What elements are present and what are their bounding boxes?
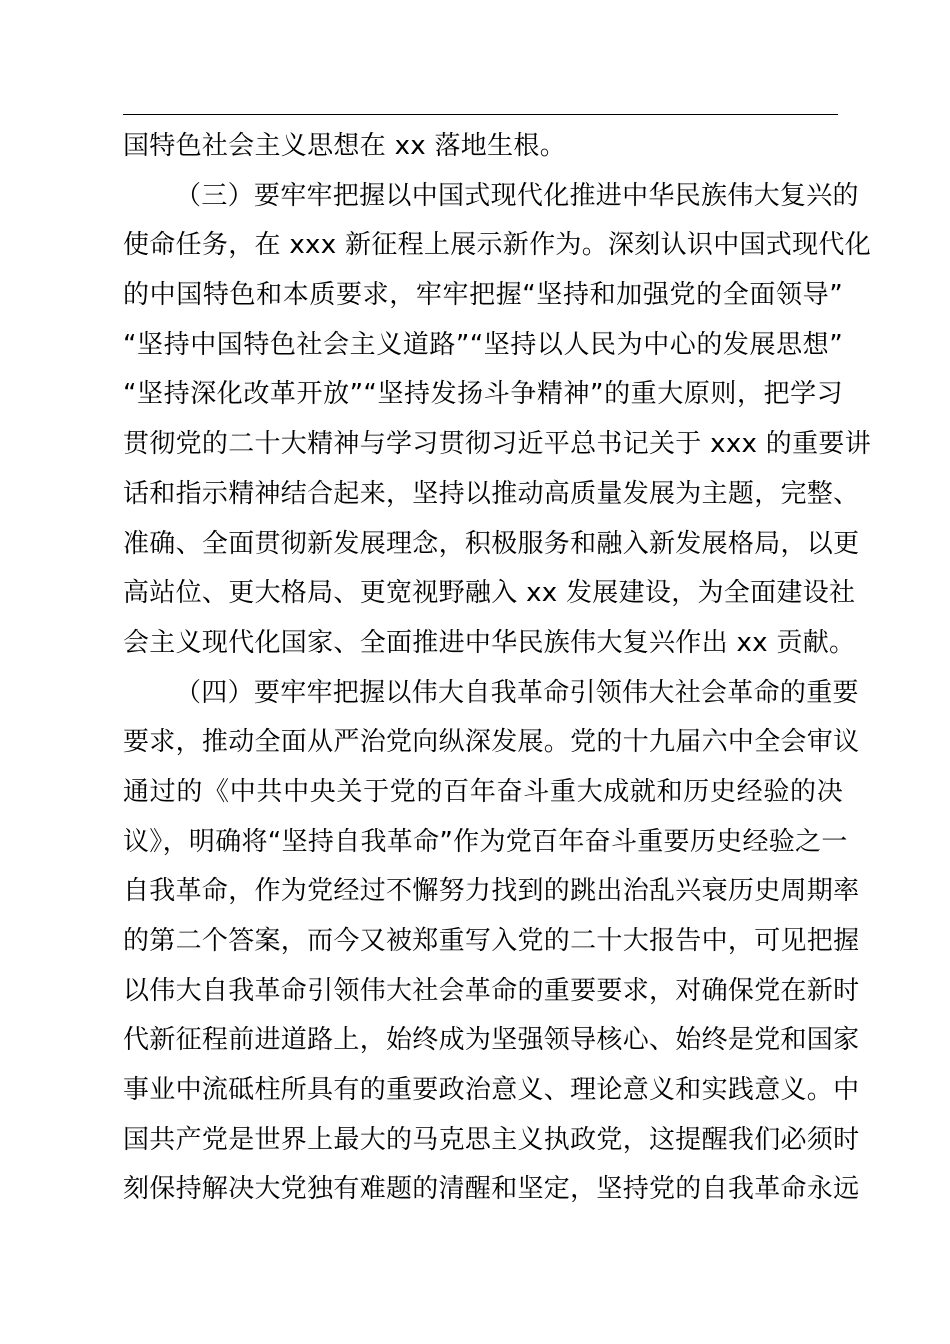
text-line: （四）要牢牢把握以伟大自我革命引领伟大社会革命的重要 bbox=[175, 677, 859, 708]
text-line: 以伟大自我革命引领伟大社会革命的重要要求，对确保党在新时 bbox=[123, 975, 860, 1006]
text-line: 的中国特色和本质要求，牢牢把握“坚持和加强党的全面领导” bbox=[123, 280, 843, 311]
text-line: 自我革命，作为党经过不懈努力找到的跳出治乱兴衰历史周期率 bbox=[123, 876, 860, 907]
text-line: 的第二个答案，而今又被郑重写入党的二十大报告中，可见把握 bbox=[123, 926, 860, 956]
text-line: 国共产党是世界上最大的马克思主义执政党，这提醒我们必须时 bbox=[123, 1124, 860, 1155]
header-rule bbox=[123, 114, 838, 115]
text-line: 要求，推动全面从严治党向纵深发展。党的十九届六中全会审议 bbox=[123, 727, 860, 758]
text-line: 国特色社会主义思想在 xx 落地生根。 bbox=[123, 131, 567, 161]
text-line: 准确、全面贯彻新发展理念，积极服务和融入新发展格局，以更 bbox=[123, 528, 860, 559]
text-line: 事业中流砥柱所具有的重要政治意义、理论意义和实践意义。中 bbox=[123, 1075, 860, 1106]
text-line: 贯彻党的二十大精神与学习贯彻习近平总书记关于 xxx 的重要讲 bbox=[123, 429, 871, 460]
text-line: 高站位、更大格局、更宽视野融入 xx 发展建设，为全面建设社 bbox=[123, 578, 856, 609]
text-line: 使命任务，在 xxx 新征程上展示新作为。深刻认识中国式现代化 bbox=[123, 230, 871, 261]
text-line: 话和指示精神结合起来，坚持以推动高质量发展为主题，完整、 bbox=[123, 478, 860, 509]
text-line: （三）要牢牢把握以中国式现代化推进中华民族伟大复兴的 bbox=[175, 180, 859, 211]
text-line: 代新征程前进道路上，始终成为坚强领导核心、始终是党和国家 bbox=[123, 1025, 860, 1056]
document-body bbox=[123, 122, 871, 1215]
text-line: 通过的《中共中央关于党的百年奋斗重大成就和历史经验的决 bbox=[123, 776, 843, 807]
text-line: “坚持中国特色社会主义道路”“坚持以人民为中心的发展思想” bbox=[123, 329, 843, 360]
text-line: “坚持深化改革开放”“坚持发扬斗争精神”的重大原则，把学习 bbox=[123, 379, 843, 410]
text-line: 刻保持解决大党独有难题的清醒和坚定，坚持党的自我革命永远 bbox=[123, 1174, 860, 1205]
text-line: 会主义现代化国家、全面推进中华民族伟大复兴作出 xx 贡献。 bbox=[123, 627, 856, 658]
text-line: 议》，明确将“坚持自我革命”作为党百年奋斗重要历史经验之一 bbox=[123, 826, 848, 857]
